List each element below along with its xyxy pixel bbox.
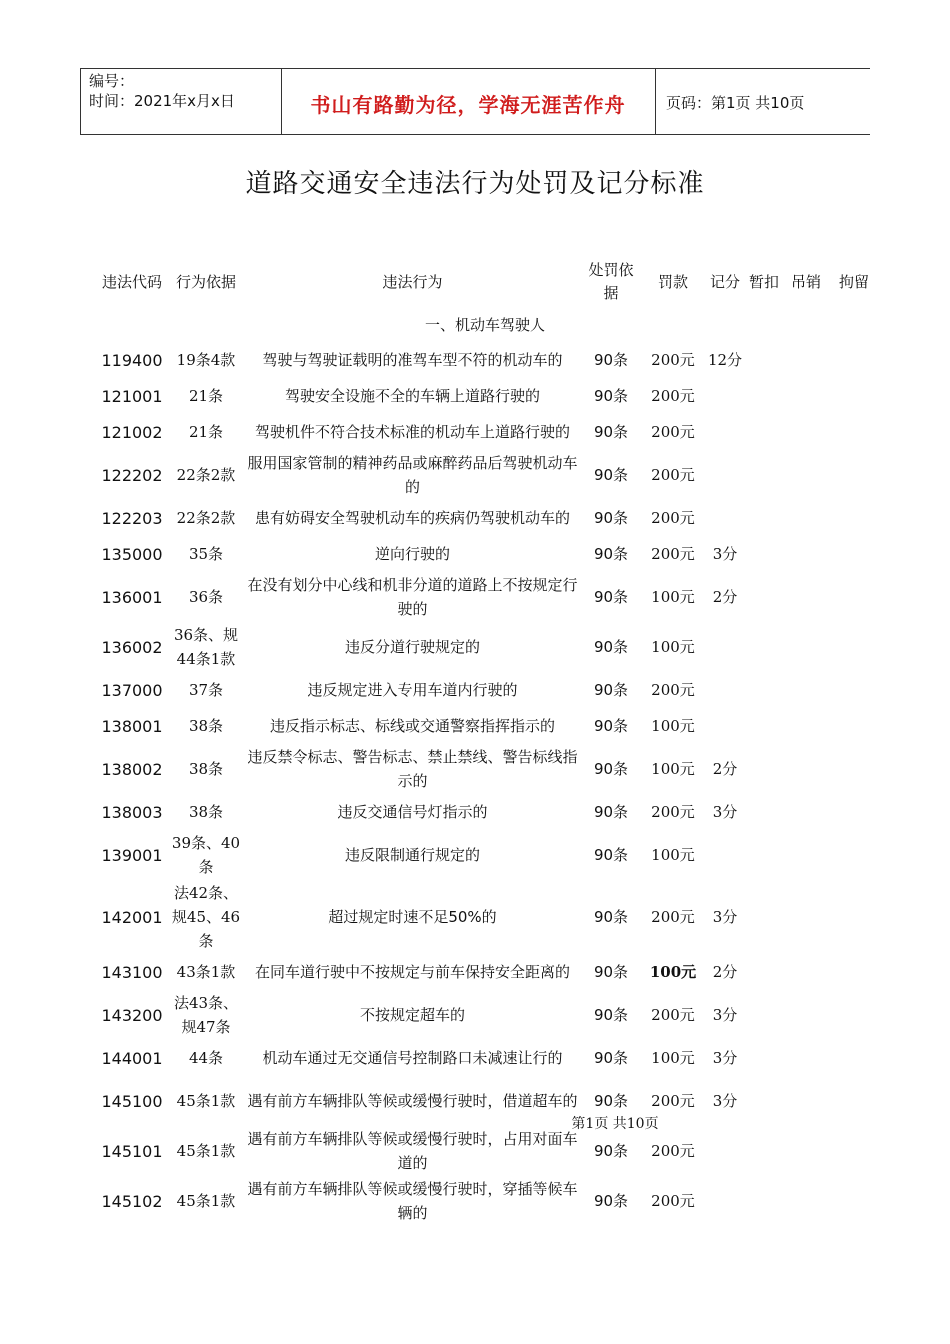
row-fine: 100元	[651, 759, 695, 778]
row-points: 3分	[712, 1048, 738, 1067]
row-action: 患有妨碍安全驾驶机动车的疾病仍驾驶机动车的	[254, 509, 570, 527]
row-action: 违反指示标志、标线或交通警察指挥指示的	[269, 717, 555, 735]
row-code: 137000	[101, 680, 163, 700]
row-basis: 21条	[188, 387, 224, 405]
row-ref: 90条	[593, 1005, 629, 1024]
row-fine: 200元	[651, 350, 695, 369]
row-points	[704, 1176, 746, 1226]
row-points: 2分	[712, 587, 738, 606]
document-number-label: 编号：	[89, 72, 135, 90]
row-code: 135000	[101, 544, 163, 564]
row-ref: 90条	[593, 637, 629, 656]
row-fine: 200元	[651, 422, 695, 441]
table-row	[0, 794, 950, 830]
row-ref: 90条	[593, 350, 629, 369]
row-action: 违反规定进入专用车道内行驶的	[307, 681, 518, 699]
table-row	[0, 378, 950, 414]
row-action: 在没有划分中心线和机非分道的道路上不按规定行驶的	[247, 576, 578, 618]
table-row	[0, 1040, 950, 1076]
row-points	[704, 708, 746, 744]
column-header-fine: 罚款	[657, 272, 688, 291]
row-action: 驾驶机件不符合技术标准的机动车上道路行驶的	[254, 423, 570, 441]
row-points	[704, 1126, 746, 1176]
row-code: 145100	[101, 1091, 163, 1111]
table-row	[0, 744, 950, 794]
row-action: 服用国家管制的精神药品或麻醉药品后驾驶机动车的	[247, 454, 578, 496]
row-ref: 90条	[593, 907, 629, 926]
row-basis: 43条1款	[176, 963, 236, 981]
row-basis: 37条	[188, 681, 224, 699]
row-ref: 90条	[593, 680, 629, 699]
row-action: 机动车通过无交通信号控制路口未减速让行的	[262, 1049, 563, 1067]
row-ref: 90条	[593, 1141, 629, 1160]
document-title: 道路交通安全违法行为处罚及记分标准	[245, 169, 705, 199]
table-row	[0, 342, 950, 378]
row-points: 3分	[712, 544, 738, 563]
row-fine: 100元	[651, 716, 695, 735]
row-basis: 45条1款	[176, 1192, 236, 1210]
column-header-code: 违法代码	[101, 272, 162, 291]
row-ref: 90条	[593, 386, 629, 405]
row-fine: 200元	[651, 907, 695, 926]
row-code: 145101	[101, 1141, 163, 1161]
row-code: 136002	[101, 637, 163, 657]
table-row	[0, 1176, 950, 1226]
row-points	[704, 622, 746, 672]
table-row	[0, 1126, 950, 1176]
row-code: 145102	[101, 1191, 163, 1211]
table-row	[0, 1076, 950, 1126]
row-ref: 90条	[593, 802, 629, 821]
row-basis: 38条	[188, 717, 224, 735]
row-fine: 100元	[651, 845, 695, 864]
row-ref: 90条	[593, 422, 629, 441]
table-row	[0, 622, 950, 672]
table-row	[0, 672, 950, 708]
row-basis: 36条	[188, 588, 224, 606]
row-fine: 200元	[651, 1191, 695, 1210]
row-points	[704, 672, 746, 708]
row-basis: 35条	[188, 545, 224, 563]
row-fine: 200元	[651, 802, 695, 821]
row-ref: 90条	[593, 1048, 629, 1067]
header-meta	[89, 71, 235, 111]
row-ref: 90条	[593, 544, 629, 563]
row-fine: 100元	[649, 962, 697, 981]
row-fine: 200元	[651, 1091, 695, 1110]
row-action: 遇有前方车辆排队等候或缓慢行驶时，穿插等候车辆的	[247, 1180, 578, 1222]
document-header	[80, 68, 870, 135]
row-code: 121001	[101, 386, 163, 406]
row-code: 119400	[101, 350, 163, 370]
row-action: 逆向行驶的	[374, 545, 450, 563]
table-row	[0, 880, 950, 954]
row-code: 143200	[101, 1005, 163, 1025]
row-basis: 法43条、规47条	[173, 994, 239, 1036]
row-basis: 36条、规44条1款	[173, 626, 239, 668]
row-basis: 38条	[188, 760, 224, 778]
row-points: 2分	[712, 759, 738, 778]
page-footer: 第1页 共10页	[571, 1116, 659, 1132]
row-points	[704, 450, 746, 500]
row-action: 违反禁令标志、警告标志、禁止禁线、警告标线指示的	[247, 748, 578, 790]
row-code: 136001	[101, 587, 163, 607]
row-code: 122202	[101, 465, 163, 485]
column-header-points: 记分	[709, 272, 740, 291]
table-row	[0, 830, 950, 880]
row-ref: 90条	[593, 1091, 629, 1110]
row-fine: 200元	[651, 1141, 695, 1160]
row-points: 3分	[712, 1091, 738, 1110]
row-action: 驾驶安全设施不全的车辆上道路行驶的	[284, 387, 540, 405]
row-ref: 90条	[593, 716, 629, 735]
row-code: 144001	[101, 1048, 163, 1068]
row-action: 违反分道行驶规定的	[344, 638, 480, 656]
row-points: 3分	[712, 907, 738, 926]
row-points: 12分	[707, 350, 743, 369]
row-basis: 45条1款	[176, 1092, 236, 1110]
column-header-revocation: 吊销	[790, 272, 821, 291]
column-header-suspension: 暂扣	[748, 272, 779, 291]
row-code: 138001	[101, 716, 163, 736]
section-heading: 一、机动车驾驶人	[424, 316, 545, 334]
row-action: 不按规定超车的	[359, 1006, 465, 1024]
row-basis: 38条	[188, 803, 224, 821]
row-ref: 90条	[593, 587, 629, 606]
row-fine: 100元	[651, 1048, 695, 1067]
header-motto: 书山有路勤为径，学海无涯苦作舟	[310, 93, 626, 117]
row-action: 遇有前方车辆排队等候或缓慢行驶时，借道超车的	[247, 1092, 578, 1110]
row-code: 143100	[101, 962, 163, 982]
column-header-detention: 拘留	[838, 272, 869, 291]
row-basis: 22条2款	[176, 509, 236, 527]
row-points: 2分	[712, 962, 738, 981]
row-points: 3分	[712, 802, 738, 821]
document-date-label: 时间：2021年x月x日	[89, 92, 235, 110]
row-basis: 法42条、规45、46条	[171, 884, 241, 950]
row-basis: 39条、40条	[171, 834, 241, 876]
row-action: 在同车道行驶中不按规定与前车保持安全距离的	[254, 963, 570, 981]
table-row	[0, 990, 950, 1040]
row-ref: 90条	[593, 845, 629, 864]
row-fine: 100元	[651, 587, 695, 606]
row-points	[704, 500, 746, 536]
row-ref: 90条	[593, 508, 629, 527]
table-row	[0, 954, 950, 990]
row-ref: 90条	[593, 1191, 629, 1210]
row-action: 违反交通信号灯指示的	[337, 803, 488, 821]
row-basis: 19条4款	[176, 351, 236, 369]
table-row	[0, 572, 950, 622]
row-code: 121002	[101, 422, 163, 442]
row-fine: 200元	[651, 680, 695, 699]
row-points	[704, 414, 746, 450]
row-points	[704, 830, 746, 880]
row-basis: 22条2款	[176, 466, 236, 484]
row-code: 142001	[101, 907, 163, 927]
table-row	[0, 536, 950, 572]
table-row	[0, 708, 950, 744]
row-basis: 45条1款	[176, 1142, 236, 1160]
row-action: 超过规定时速不足50%的	[328, 908, 497, 926]
row-action: 驾驶与驾驶证载明的准驾车型不符的机动车的	[262, 351, 563, 369]
row-code: 138002	[101, 759, 163, 779]
row-code: 139001	[101, 845, 163, 865]
row-fine: 200元	[651, 1005, 695, 1024]
column-header-basis: 行为依据	[175, 272, 236, 291]
row-ref: 90条	[593, 962, 629, 981]
header-divider	[655, 69, 656, 135]
row-ref: 90条	[593, 759, 629, 778]
row-code: 122203	[101, 508, 163, 528]
row-code: 138003	[101, 802, 163, 822]
row-fine: 200元	[651, 544, 695, 563]
table-row	[0, 414, 950, 450]
row-ref: 90条	[593, 465, 629, 484]
row-basis: 21条	[188, 423, 224, 441]
row-action: 违反限制通行规定的	[344, 846, 480, 864]
row-basis: 44条	[188, 1049, 224, 1067]
row-fine: 200元	[651, 386, 695, 405]
row-fine: 200元	[651, 465, 695, 484]
column-header-penalty-basis: 处罚依据	[588, 261, 634, 302]
row-points: 3分	[712, 1005, 738, 1024]
row-fine: 100元	[651, 637, 695, 656]
row-action: 遇有前方车辆排队等候或缓慢行驶时，占用对面车道的	[247, 1130, 578, 1172]
table-row	[0, 450, 950, 500]
header-page-info: 页码：第1页 共10页	[666, 94, 805, 112]
table-row	[0, 500, 950, 536]
row-fine: 200元	[651, 508, 695, 527]
column-header-action: 违法行为	[382, 272, 443, 291]
row-points	[704, 378, 746, 414]
